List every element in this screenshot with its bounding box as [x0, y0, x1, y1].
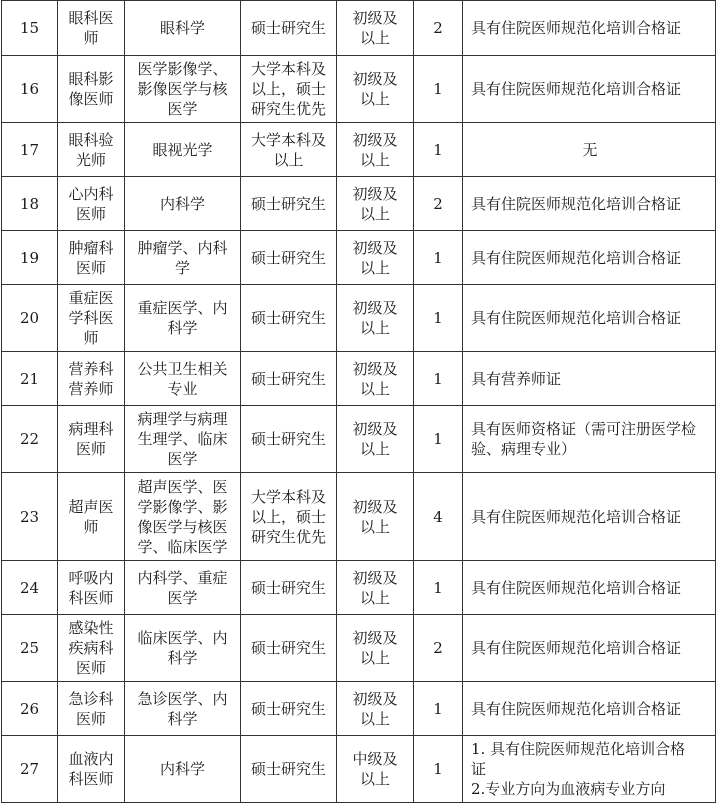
major-line: 医学 [167, 100, 198, 118]
title-line: 以上 [359, 517, 390, 536]
major-line: 生理学、临床 [137, 430, 228, 448]
position-line: 光师 [75, 150, 106, 169]
major-cell [125, 615, 241, 682]
no-cell: 21 [2, 352, 58, 406]
count-cell: 1 [414, 561, 463, 615]
no-cell: 16 [2, 56, 58, 123]
title-line: 以上 [359, 319, 390, 337]
count-cell: 2 [414, 615, 463, 682]
major-cell [125, 1, 241, 56]
no-cell: 20 [2, 285, 58, 352]
major-cell [125, 56, 241, 123]
requirement-cell [463, 285, 716, 352]
position-line: 心内科 [68, 184, 114, 203]
requirement-cell [463, 56, 716, 123]
title-cell [337, 561, 414, 615]
recruitment-table [1, 0, 716, 803]
position-line: 医师 [75, 204, 106, 223]
major-line: 学、临床医学 [137, 537, 228, 556]
major-line: 影像医学与核 [137, 80, 228, 98]
title-line: 以上 [359, 770, 390, 788]
major-line: 科学 [167, 319, 198, 337]
education-line: 以上，硕士 [250, 507, 326, 526]
count-cell: 1 [414, 56, 463, 123]
requirement-cell [463, 736, 716, 803]
education-cell [241, 56, 337, 123]
table-row [2, 1, 716, 56]
position-line: 师 [83, 329, 99, 347]
no-cell: 19 [2, 231, 58, 285]
title-line: 初级及 [352, 359, 398, 378]
major-line: 内科学、重症 [137, 568, 228, 587]
title-line: 初级及 [352, 629, 398, 647]
title-line: 初级及 [352, 238, 398, 257]
major-cell [125, 352, 241, 406]
education-line: 研究生优先 [250, 100, 326, 118]
education-cell [241, 177, 337, 231]
education-line: 以上，硕士 [250, 80, 326, 98]
title-line: 以上 [359, 649, 390, 667]
major-line: 专业 [167, 379, 198, 398]
education-line: 大学本科及 [250, 487, 326, 506]
title-line: 以上 [359, 709, 390, 728]
table-row [2, 123, 716, 177]
requirement-line: 具有住院医师规范化培训合格证 [471, 248, 682, 267]
major-line: 科学 [167, 649, 198, 667]
position-cell [58, 561, 125, 615]
position-cell [58, 682, 125, 736]
position-line: 病理科 [68, 420, 114, 438]
title-line: 初级及 [352, 420, 398, 438]
requirement-line: 证 [471, 760, 487, 778]
position-line: 呼吸内 [68, 568, 114, 587]
title-line: 以上 [359, 150, 390, 169]
education-line: 硕士研究生 [250, 369, 326, 388]
education-line: 硕士研究生 [250, 430, 326, 448]
position-line: 学科医 [68, 309, 114, 327]
major-cell [125, 231, 241, 285]
major-line: 急诊医学、内 [137, 689, 228, 708]
requirement-cell [463, 473, 716, 561]
position-cell [58, 615, 125, 682]
title-cell [337, 231, 414, 285]
major-line: 内科学 [159, 194, 205, 213]
major-line: 重症医学、内 [137, 299, 228, 317]
position-line: 感染性 [68, 619, 114, 637]
requirement-line: 具有住院医师规范化培训合格证 [471, 309, 682, 327]
title-cell [337, 285, 414, 352]
position-line: 师 [83, 517, 99, 536]
count-cell: 1 [414, 352, 463, 406]
table-row [2, 682, 716, 736]
position-line: 急诊科 [68, 689, 114, 708]
position-cell [58, 285, 125, 352]
count-cell: 4 [414, 473, 463, 561]
major-line: 内科学 [159, 760, 205, 778]
major-line: 医学 [167, 588, 198, 607]
major-line: 公共卫生相关 [137, 359, 228, 378]
position-cell [58, 177, 125, 231]
position-line: 科医师 [68, 770, 114, 788]
title-cell [337, 736, 414, 803]
major-cell [125, 682, 241, 736]
requirement-line: 具有住院医师规范化培训合格证 [471, 19, 682, 37]
requirement-line: 1. 具有住院医师规范化培训合格 [471, 740, 686, 758]
major-cell [125, 285, 241, 352]
requirement-line: 具有住院医师规范化培训合格证 [471, 639, 682, 657]
requirement-line: 具有住院医师规范化培训合格证 [471, 578, 682, 597]
title-line: 初级及 [352, 9, 398, 27]
count-cell: 2 [414, 177, 463, 231]
position-cell [58, 56, 125, 123]
education-cell [241, 123, 337, 177]
education-line: 硕士研究生 [250, 19, 326, 37]
position-line: 超声医 [68, 497, 114, 516]
position-cell [58, 406, 125, 473]
no-cell: 24 [2, 561, 58, 615]
education-cell [241, 473, 337, 561]
position-line: 血液内 [68, 750, 114, 768]
title-cell [337, 682, 414, 736]
title-cell [337, 177, 414, 231]
education-line: 研究生优先 [250, 527, 326, 546]
major-cell [125, 406, 241, 473]
no-cell: 18 [2, 177, 58, 231]
education-line: 硕士研究生 [250, 194, 326, 213]
table-row [2, 231, 716, 285]
position-line: 医师 [75, 659, 106, 677]
no-cell: 27 [2, 736, 58, 803]
table-row [2, 473, 716, 561]
requirement-line: 具有营养师证 [471, 369, 562, 388]
title-line: 初级及 [352, 184, 398, 203]
education-cell [241, 1, 337, 56]
count-cell: 1 [414, 231, 463, 285]
position-line: 重症医 [68, 289, 114, 307]
education-cell [241, 561, 337, 615]
count-cell: 1 [414, 406, 463, 473]
education-line: 硕士研究生 [250, 760, 326, 778]
table-row [2, 406, 716, 473]
title-line: 以上 [359, 379, 390, 398]
table-row [2, 56, 716, 123]
position-cell [58, 123, 125, 177]
major-cell [125, 177, 241, 231]
title-line: 以上 [359, 90, 390, 108]
no-cell: 23 [2, 473, 58, 561]
education-line: 硕士研究生 [250, 639, 326, 657]
title-line: 以上 [359, 440, 390, 458]
education-line: 硕士研究生 [250, 699, 326, 718]
table-row [2, 352, 716, 406]
position-line: 医师 [75, 258, 106, 277]
title-line: 以上 [359, 588, 390, 607]
major-line: 超声医学、医 [137, 477, 228, 496]
requirement-line: 无 [582, 140, 598, 159]
education-line: 硕士研究生 [250, 578, 326, 597]
title-line: 初级及 [352, 70, 398, 88]
requirement-line: 具有住院医师规范化培训合格证 [471, 80, 682, 98]
requirement-cell [463, 615, 716, 682]
major-line: 眼科学 [159, 19, 205, 37]
table-body [2, 1, 716, 803]
count-cell: 1 [414, 682, 463, 736]
education-cell [241, 615, 337, 682]
requirement-cell [463, 1, 716, 56]
table-row [2, 736, 716, 803]
major-line: 临床医学、内 [137, 629, 228, 647]
no-cell: 22 [2, 406, 58, 473]
table-row [2, 285, 716, 352]
table-row [2, 615, 716, 682]
position-cell [58, 736, 125, 803]
position-line: 师 [83, 29, 99, 47]
table-row [2, 177, 716, 231]
major-cell [125, 473, 241, 561]
requirement-line: 具有住院医师规范化培训合格证 [471, 507, 682, 526]
title-line: 以上 [359, 29, 390, 47]
title-line: 初级及 [352, 689, 398, 708]
title-line: 初级及 [352, 497, 398, 516]
position-line: 营养师 [68, 379, 114, 398]
requirement-cell [463, 123, 716, 177]
title-cell [337, 473, 414, 561]
education-line: 硕士研究生 [250, 309, 326, 327]
title-cell [337, 406, 414, 473]
education-cell [241, 406, 337, 473]
position-line: 医师 [75, 440, 106, 458]
no-cell: 17 [2, 123, 58, 177]
position-line: 眼科医 [68, 9, 114, 27]
position-line: 科医师 [68, 588, 114, 607]
count-cell: 1 [414, 123, 463, 177]
major-line: 像医学与核医 [137, 517, 228, 536]
title-line: 初级及 [352, 568, 398, 587]
education-cell [241, 352, 337, 406]
major-line: 眼视光学 [152, 140, 213, 159]
no-cell: 15 [2, 1, 58, 56]
education-line: 大学本科及 [250, 130, 326, 149]
education-cell [241, 285, 337, 352]
education-cell [241, 736, 337, 803]
major-line: 医学 [167, 450, 198, 468]
title-cell [337, 352, 414, 406]
requirement-cell [463, 561, 716, 615]
position-line: 医师 [75, 709, 106, 728]
title-line: 以上 [359, 204, 390, 223]
education-line: 大学本科及 [250, 60, 326, 78]
requirement-line: 具有住院医师规范化培训合格证 [471, 699, 682, 718]
requirement-line: 2.专业方向为血液病专业方向 [471, 780, 666, 798]
requirement-cell [463, 682, 716, 736]
title-line: 中级及 [352, 750, 398, 768]
education-cell [241, 682, 337, 736]
title-line: 初级及 [352, 299, 398, 317]
position-line: 疾病科 [68, 639, 114, 657]
major-line: 学 [174, 258, 190, 277]
education-line: 以上 [273, 150, 304, 169]
requirement-cell [463, 352, 716, 406]
count-cell: 1 [414, 285, 463, 352]
education-line: 硕士研究生 [250, 248, 326, 267]
title-cell [337, 123, 414, 177]
major-cell [125, 123, 241, 177]
requirement-line: 验、病理专业） [471, 440, 577, 458]
position-line: 像医师 [68, 90, 114, 108]
title-line: 初级及 [352, 130, 398, 149]
title-line: 以上 [359, 258, 390, 277]
position-line: 肿瘤科 [68, 238, 114, 257]
count-cell: 1 [414, 736, 463, 803]
title-cell [337, 1, 414, 56]
count-cell: 2 [414, 1, 463, 56]
position-cell [58, 473, 125, 561]
requirement-cell [463, 406, 716, 473]
title-cell [337, 615, 414, 682]
position-cell [58, 1, 125, 56]
major-cell [125, 561, 241, 615]
major-cell [125, 736, 241, 803]
major-line: 医学影像学、 [137, 60, 228, 78]
no-cell: 26 [2, 682, 58, 736]
major-line: 学影像学、影 [137, 497, 228, 516]
requirement-line: 具有医师资格证（需可注册医学检 [471, 420, 697, 438]
position-line: 营养科 [68, 359, 114, 378]
requirement-line: 具有住院医师规范化培训合格证 [471, 194, 682, 213]
education-cell [241, 231, 337, 285]
position-cell [58, 352, 125, 406]
no-cell: 25 [2, 615, 58, 682]
table-row [2, 561, 716, 615]
major-line: 病理学与病理 [137, 410, 228, 428]
major-line: 肿瘤学、内科 [137, 238, 228, 257]
requirement-cell [463, 231, 716, 285]
title-cell [337, 56, 414, 123]
position-line: 眼科影 [68, 70, 114, 88]
position-line: 眼科验 [68, 130, 114, 149]
position-cell [58, 231, 125, 285]
major-line: 科学 [167, 709, 198, 728]
requirement-cell [463, 177, 716, 231]
